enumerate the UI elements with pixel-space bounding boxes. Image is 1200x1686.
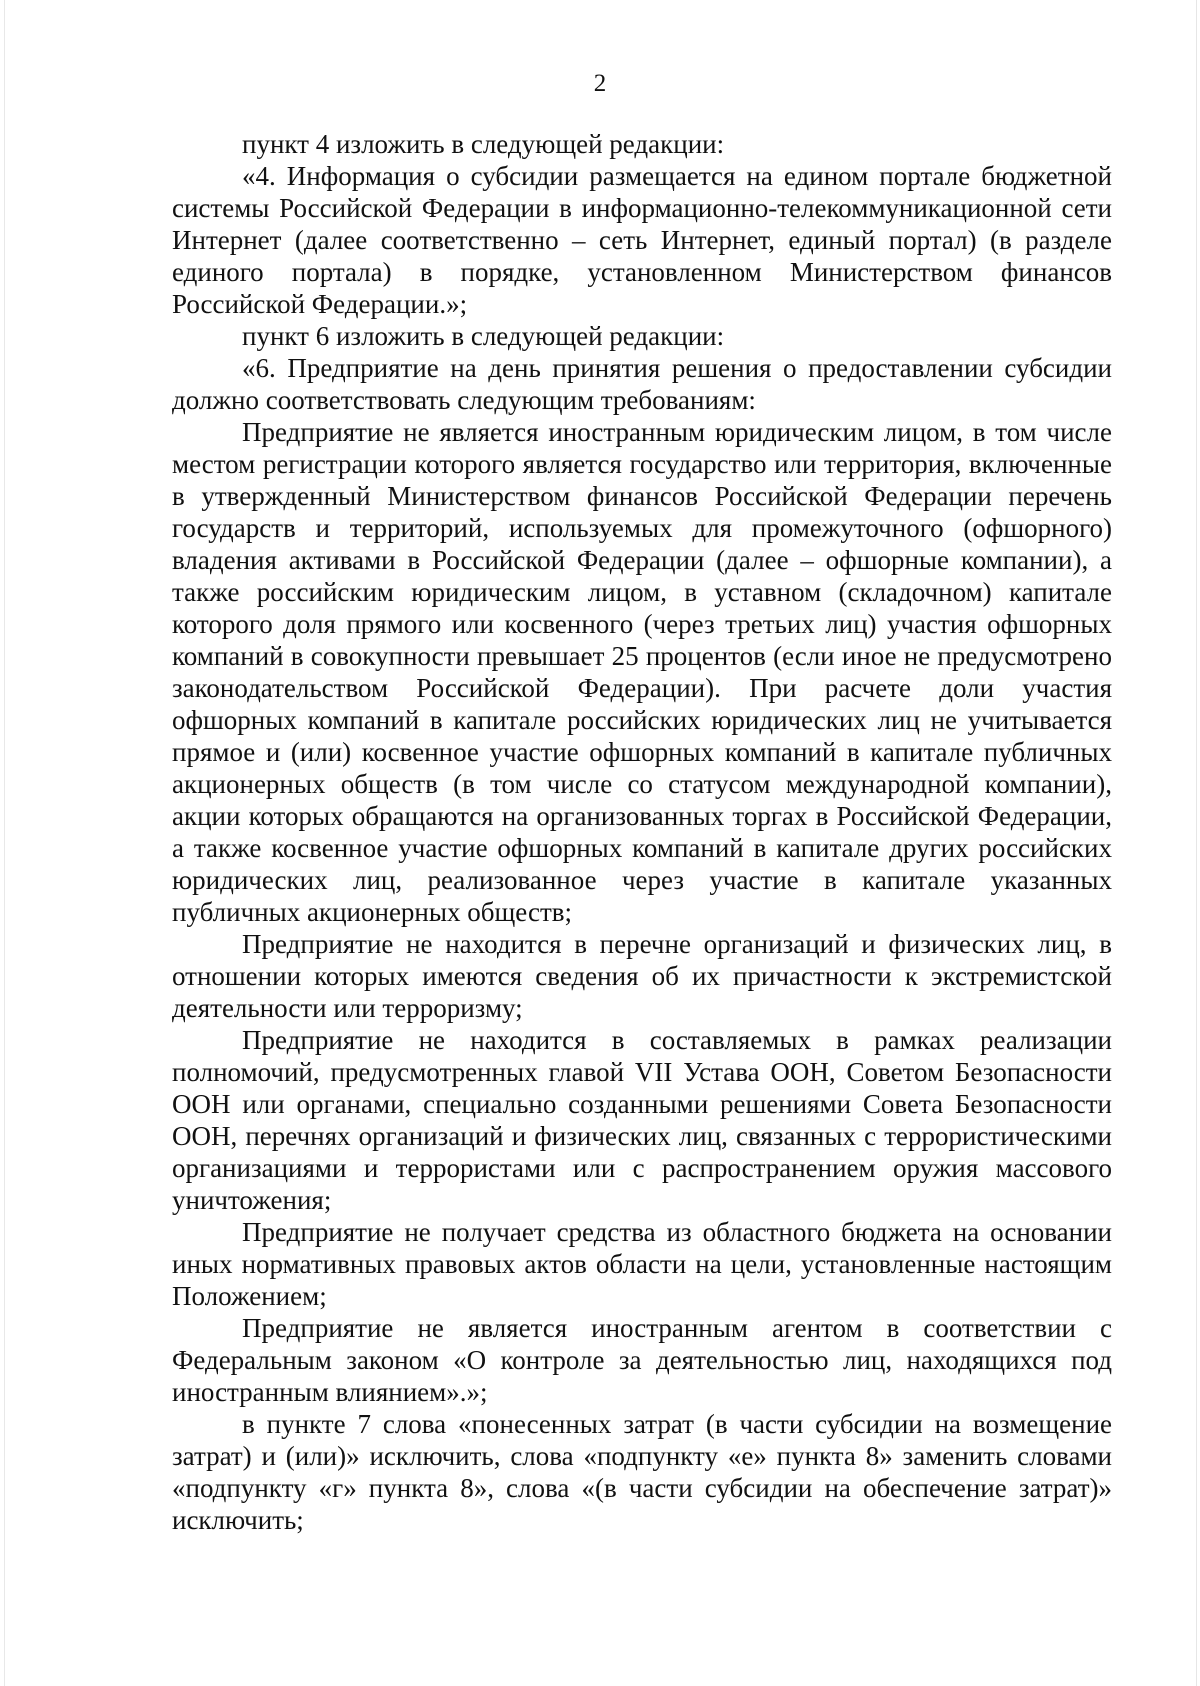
paragraph-foreign-agent-requirement: Предприятие не является иностранным агентом в соответствии с Федеральным законом «О контроле за деятельностью лиц, находящихся под иностранным влиянием».»;	[172, 1313, 1112, 1407]
paragraph-punkt-7-amendment: в пункте 7 слова «понесенных затрат (в части субсидии на возмещение затрат) и (или)» исключить, слова «подпункту «е» пункта 8» заменить словами «подпункту «г» пункта 8», слова «(в части субсидии на обеспечение затрат)» исключить;	[172, 1409, 1112, 1535]
scan-edge-right	[1196, 0, 1197, 1686]
paragraph-punkt-4-text: «4. Информация о субсидии размещается на едином портале бюджетной системы Российской Федерации в информационно-телекоммуникационной сети Интернет (далее соответственно – сеть Интернет, единый портал) (в разделе единого портала) в порядке, установленном Министерством финансов Российской Федерации.»;	[172, 161, 1112, 319]
paragraph-budget-requirement: Предприятие не получает средства из областного бюджета на основании иных нормативных правовых актов области на цели, установленные настоящим Положением;	[172, 1217, 1112, 1311]
scan-edge-left	[4, 0, 5, 1686]
paragraph-un-requirement: Предприятие не находится в составляемых в рамках реализации полномочий, предусмотренных главой VII Устава ООН, Советом Безопасности ООН или органами, специально созданными решениями Совета Безопасности ООН, перечнях организаций и физических лиц, связанных с террористическими организациями и террористами или с распространением оружия массового уничтожения;	[172, 1025, 1112, 1215]
paragraph-punkt-4-intro: пункт 4 изложить в следующей редакции:	[242, 129, 725, 159]
paragraph-punkt-6-text: «6. Предприятие на день принятия решения о предоставлении субсидии должно соответствовать следующим требованиям:	[172, 353, 1112, 415]
paragraph-extremism-requirement: Предприятие не находится в перечне организаций и физических лиц, в отношении которых имеются сведения об их причастности к экстремистской деятельности или терроризму;	[172, 929, 1112, 1023]
page-number: 2	[593, 70, 607, 97]
document-body	[172, 128, 1112, 1536]
paragraph-punkt-6-intro: пункт 6 изложить в следующей редакции:	[242, 321, 725, 351]
paragraph-offshore-requirement: Предприятие не является иностранным юридическим лицом, в том числе местом регистрации которого является государство или территория, включенные в утвержденный Министерством финансов Российской Федерации перечень государств и территорий, используемых для промежуточного (офшорного) владения активами в Российской Федерации (далее – офшорные компании), а также российским юридическим лицом, в уставном (складочном) капитале которого доля прямого или косвенного (через третьих лиц) участия офшорных компаний в совокупности превышает 25 процентов (если иное не предусмотрено законодательством Российской Федерации). При расчете доли участия офшорных компаний в капитале российских юридических лиц не учитывается прямое и (или) косвенное участие офшорных компаний в капитале публичных акционерных обществ (в том числе со статусом международной компании), акции которых обращаются на организованных торгах в Российской Федерации, а также косвенное участие офшорных компаний в капитале других российских юридических лиц, реализованное через участие в капитале указанных публичных акционерных обществ;	[172, 417, 1112, 927]
